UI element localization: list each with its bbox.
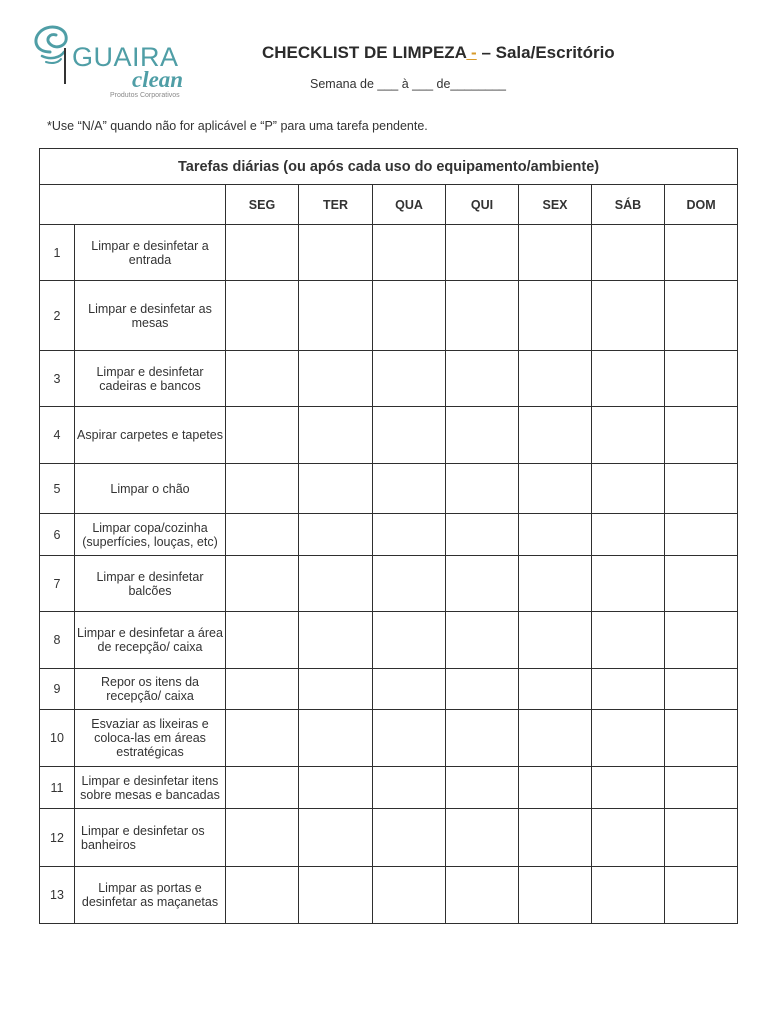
check-cell-sáb[interactable] xyxy=(592,809,665,867)
day-header-qua: QUA xyxy=(373,185,446,225)
check-cell-sex[interactable] xyxy=(519,556,592,612)
table-row xyxy=(40,867,738,924)
table-row xyxy=(40,809,738,867)
check-cell-seg[interactable] xyxy=(226,767,299,809)
check-cell-sex[interactable] xyxy=(519,281,592,351)
check-cell-qua[interactable] xyxy=(373,464,446,514)
day-header-sáb: SÁB xyxy=(592,185,665,225)
check-cell-qui[interactable] xyxy=(446,612,519,669)
task-label: Limpar e desinfetar balcões xyxy=(75,556,226,612)
check-cell-qui[interactable] xyxy=(446,225,519,281)
check-cell-dom[interactable] xyxy=(665,514,738,556)
check-cell-qua[interactable] xyxy=(373,225,446,281)
check-cell-qui[interactable] xyxy=(446,464,519,514)
check-cell-qua[interactable] xyxy=(373,407,446,464)
days-corner xyxy=(40,185,226,225)
table-row xyxy=(40,464,738,514)
task-label: Limpar e desinfetar a área de recepção/ caixa xyxy=(75,612,226,669)
check-cell-sáb[interactable] xyxy=(592,556,665,612)
row-number: 4 xyxy=(40,407,75,464)
check-cell-seg[interactable] xyxy=(226,556,299,612)
check-cell-sáb[interactable] xyxy=(592,407,665,464)
check-cell-qua[interactable] xyxy=(373,867,446,924)
row-number: 3 xyxy=(40,351,75,407)
check-cell-sex[interactable] xyxy=(519,669,592,710)
title-main: CHECKLIST DE LIMPEZA xyxy=(262,43,467,62)
checklist-table xyxy=(39,148,738,924)
check-cell-dom[interactable] xyxy=(665,809,738,867)
check-cell-ter[interactable] xyxy=(299,710,373,767)
task-label: Limpar e desinfetar a entrada xyxy=(75,225,226,281)
logo-brand: GUAIRA xyxy=(72,42,179,72)
check-cell-ter[interactable] xyxy=(299,225,373,281)
swirl-logo-icon xyxy=(28,22,78,70)
logo-brand-sub: clean xyxy=(132,67,184,92)
check-cell-dom[interactable] xyxy=(665,710,738,767)
check-cell-sáb[interactable] xyxy=(592,612,665,669)
check-cell-sex[interactable] xyxy=(519,867,592,924)
check-cell-ter[interactable] xyxy=(299,767,373,809)
days-row xyxy=(40,185,738,225)
check-cell-ter[interactable] xyxy=(299,407,373,464)
check-cell-seg[interactable] xyxy=(226,710,299,767)
table-row xyxy=(40,514,738,556)
table-row xyxy=(40,225,738,281)
row-number: 11 xyxy=(40,767,75,809)
task-label: Limpar e desinfetar os banheiros xyxy=(75,809,226,867)
check-cell-qui[interactable] xyxy=(446,767,519,809)
check-cell-sáb[interactable] xyxy=(592,351,665,407)
check-cell-qui[interactable] xyxy=(446,556,519,612)
check-cell-qua[interactable] xyxy=(373,612,446,669)
usage-note: *Use “N/A” quando não for aplicável e “P” para uma tarefa pendente. xyxy=(47,119,428,133)
check-cell-sáb[interactable] xyxy=(592,669,665,710)
task-label: Limpar as portas e desinfetar as maçanetas xyxy=(75,867,226,924)
check-cell-qua[interactable] xyxy=(373,514,446,556)
row-number: 12 xyxy=(40,809,75,867)
check-cell-sáb[interactable] xyxy=(592,867,665,924)
table-row xyxy=(40,281,738,351)
week-line: Semana de ___ à ___ de________ xyxy=(310,77,507,91)
check-cell-dom[interactable] xyxy=(665,556,738,612)
check-cell-ter[interactable] xyxy=(299,867,373,924)
logo-tagline: Produtos Corporativos xyxy=(110,92,180,99)
task-label: Limpar e desinfetar as mesas xyxy=(75,281,226,351)
check-cell-sáb[interactable] xyxy=(592,767,665,809)
check-cell-dom[interactable] xyxy=(665,767,738,809)
check-cell-sáb[interactable] xyxy=(592,464,665,514)
table-heading: Tarefas diárias (ou após cada uso do equipamento/ambiente) xyxy=(40,149,738,185)
check-cell-qui[interactable] xyxy=(446,351,519,407)
task-label: Repor os itens da recepção/ caixa xyxy=(75,669,226,710)
check-cell-ter[interactable] xyxy=(299,556,373,612)
check-cell-sex[interactable] xyxy=(519,767,592,809)
check-cell-qui[interactable] xyxy=(446,281,519,351)
check-cell-qui[interactable] xyxy=(446,710,519,767)
check-cell-sáb[interactable] xyxy=(592,514,665,556)
check-cell-sex[interactable] xyxy=(519,710,592,767)
check-cell-seg[interactable] xyxy=(226,464,299,514)
check-cell-dom[interactable] xyxy=(665,464,738,514)
check-cell-qui[interactable] xyxy=(446,809,519,867)
check-cell-sex[interactable] xyxy=(519,809,592,867)
check-cell-seg[interactable] xyxy=(226,514,299,556)
task-label: Limpar e desinfetar cadeiras e bancos xyxy=(75,351,226,407)
check-cell-qua[interactable] xyxy=(373,767,446,809)
check-cell-dom[interactable] xyxy=(665,281,738,351)
task-label: Limpar copa/cozinha (superfícies, louças, etc) xyxy=(75,514,226,556)
row-number: 13 xyxy=(40,867,75,924)
check-cell-qua[interactable] xyxy=(373,351,446,407)
check-cell-sex[interactable] xyxy=(519,514,592,556)
check-cell-sáb[interactable] xyxy=(592,281,665,351)
check-cell-ter[interactable] xyxy=(299,464,373,514)
check-cell-dom[interactable] xyxy=(665,867,738,924)
page-title xyxy=(262,43,615,63)
check-cell-sex[interactable] xyxy=(519,225,592,281)
title-mark: - xyxy=(466,43,477,62)
day-header-ter: TER xyxy=(299,185,373,225)
check-cell-seg[interactable] xyxy=(226,351,299,407)
table-row xyxy=(40,556,738,612)
table-row xyxy=(40,767,738,809)
check-cell-dom[interactable] xyxy=(665,351,738,407)
check-cell-seg[interactable] xyxy=(226,867,299,924)
check-cell-sex[interactable] xyxy=(519,351,592,407)
check-cell-seg[interactable] xyxy=(226,809,299,867)
task-label: Limpar e desinfetar itens sobre mesas e bancadas xyxy=(75,767,226,809)
check-cell-qui[interactable] xyxy=(446,669,519,710)
check-cell-sex[interactable] xyxy=(519,612,592,669)
check-cell-ter[interactable] xyxy=(299,809,373,867)
check-cell-ter[interactable] xyxy=(299,514,373,556)
check-cell-sáb[interactable] xyxy=(592,710,665,767)
check-cell-seg[interactable] xyxy=(226,281,299,351)
row-number: 1 xyxy=(40,225,75,281)
row-number: 7 xyxy=(40,556,75,612)
check-cell-qua[interactable] xyxy=(373,669,446,710)
day-header-sex: SEX xyxy=(519,185,592,225)
check-cell-qua[interactable] xyxy=(373,281,446,351)
row-number: 9 xyxy=(40,669,75,710)
row-number: 10 xyxy=(40,710,75,767)
check-cell-qua[interactable] xyxy=(373,710,446,767)
check-cell-qui[interactable] xyxy=(446,407,519,464)
check-cell-dom[interactable] xyxy=(665,407,738,464)
table-row xyxy=(40,710,738,767)
check-cell-qua[interactable] xyxy=(373,809,446,867)
row-number: 8 xyxy=(40,612,75,669)
day-header-dom: DOM xyxy=(665,185,738,225)
table-row xyxy=(40,407,738,464)
day-header-qui: QUI xyxy=(446,185,519,225)
check-cell-dom[interactable] xyxy=(665,669,738,710)
row-number: 2 xyxy=(40,281,75,351)
check-cell-seg[interactable] xyxy=(226,612,299,669)
check-cell-seg[interactable] xyxy=(226,407,299,464)
check-cell-seg[interactable] xyxy=(226,225,299,281)
check-cell-qui[interactable] xyxy=(446,867,519,924)
check-cell-ter[interactable] xyxy=(299,351,373,407)
check-cell-sex[interactable] xyxy=(519,464,592,514)
table-row xyxy=(40,669,738,710)
row-number: 6 xyxy=(40,514,75,556)
table-row xyxy=(40,612,738,669)
check-cell-dom[interactable] xyxy=(665,225,738,281)
title-rest: – Sala/Escritório xyxy=(481,43,615,62)
task-label: Esvaziar as lixeiras e coloca-las em áreas estratégicas xyxy=(75,710,226,767)
check-cell-qua[interactable] xyxy=(373,556,446,612)
row-number: 5 xyxy=(40,464,75,514)
task-label: Limpar o chão xyxy=(75,464,226,514)
check-cell-qui[interactable] xyxy=(446,514,519,556)
check-cell-sex[interactable] xyxy=(519,407,592,464)
check-cell-ter[interactable] xyxy=(299,669,373,710)
check-cell-ter[interactable] xyxy=(299,281,373,351)
check-cell-sáb[interactable] xyxy=(592,225,665,281)
company-logo xyxy=(28,22,203,104)
task-label: Aspirar carpetes e tapetes xyxy=(75,407,226,464)
logo-bar xyxy=(64,48,66,84)
check-cell-dom[interactable] xyxy=(665,612,738,669)
table-row xyxy=(40,351,738,407)
check-cell-ter[interactable] xyxy=(299,612,373,669)
day-header-seg: SEG xyxy=(226,185,299,225)
check-cell-seg[interactable] xyxy=(226,669,299,710)
